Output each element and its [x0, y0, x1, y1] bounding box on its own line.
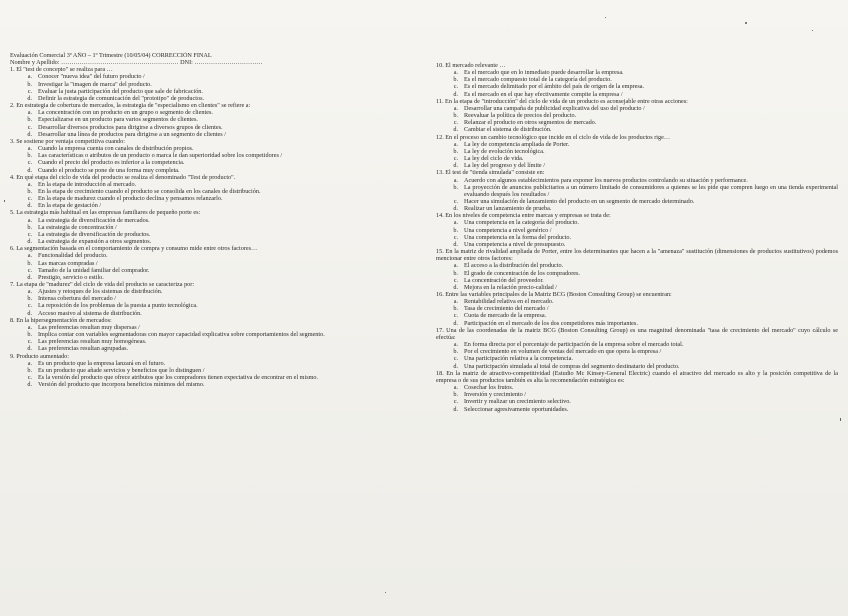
option-letter: c.: [453, 398, 458, 406]
question-block: [436, 62, 838, 98]
answer-option: [10, 288, 418, 295]
option-letter: c.: [27, 374, 32, 382]
answer-option: [436, 234, 838, 241]
option-text: Relanzar el producto en otros segmentos de mercado.: [464, 119, 597, 127]
answer-option: [10, 188, 418, 195]
answer-option: [436, 83, 838, 90]
student-name-line: Nombre y Apellido: ………………………………………………… DNI: ……………………………: [10, 59, 263, 67]
answer-option: [436, 348, 838, 355]
option-letter: b.: [453, 76, 458, 84]
option-letter: c.: [27, 266, 32, 274]
answer-options: [10, 252, 418, 281]
option-text: Una competencia en la categoría del producto.: [464, 219, 579, 227]
option-letter: b.: [453, 269, 458, 277]
option-letter: d.: [27, 202, 32, 210]
option-letter: d.: [27, 166, 32, 174]
option-text: Desarrollar diversos productos para dirigirse a diversos grupos de clientes.: [38, 123, 223, 131]
question-text: 6. La segmentación basada en el comportamiento de compra y consumo mide entre otros factores…: [10, 245, 258, 253]
scan-speck: [812, 30, 813, 31]
option-letter: a.: [27, 288, 32, 296]
question-text: 1. El "test de concepto" se realiza para …: [10, 66, 113, 74]
option-text: Evaluar la justa participación del producto que sale de fabricación.: [38, 87, 203, 95]
option-letter: a.: [453, 104, 458, 112]
answer-option: [10, 195, 418, 202]
answer-option: [436, 198, 838, 205]
question-block: [10, 174, 418, 210]
option-letter: d.: [27, 130, 32, 138]
option-text: La concentración con un producto en un grupo o segmento de clientes.: [38, 109, 213, 117]
question-text: 8. En la hipersegmentación de mercados:: [10, 316, 112, 324]
answer-option: [436, 148, 838, 155]
answer-options: [436, 141, 838, 170]
answer-option: [436, 320, 838, 327]
question-block: [436, 327, 838, 370]
answer-option: [436, 341, 838, 348]
option-text: Hacer una simulación de lanzamiento del producto en un segmento de mercado determinado.: [464, 197, 695, 205]
option-text: La reposición de los problemas de la puesta a punto tecnológica.: [38, 302, 198, 310]
option-text: Especializarse en un producto para varios segmentos de clientes.: [38, 116, 198, 124]
option-text: Ajustes y retoques de los sistemas de distribución.: [38, 288, 163, 296]
exam-title: Evaluación Comercial 3º AÑO – 1º Trimestre (10/05/04) CORRECCIÓN FINAL: [10, 52, 212, 59]
answer-option: [10, 124, 418, 131]
answer-option: [436, 219, 838, 226]
option-letter: c.: [27, 123, 32, 131]
answer-option: [10, 109, 418, 116]
answer-option: [436, 177, 838, 184]
question-text: 17. Una de las coordenadas de la matriz BCG (Boston Consulting Group) es una magnitud denominada "tasa de crecimiento del mercado" cuyo cálculo se efectúa:: [436, 326, 838, 341]
option-letter: a.: [27, 109, 32, 117]
question-block: [436, 169, 838, 212]
answer-option: [436, 105, 838, 112]
option-letter: a.: [27, 145, 32, 153]
answer-option: [10, 381, 418, 388]
question-block: [436, 291, 838, 327]
option-letter: d.: [453, 240, 458, 248]
question-text: 10. El mercado relevante …: [436, 62, 506, 69]
option-text: Es la versión del producto que ofrece atributos que los compradores tienen expectativa de encontrar en el mismo.: [38, 374, 319, 382]
option-letter: a.: [27, 180, 32, 188]
option-text: Implica contar con variables segmentadoras con mayor capacidad explicativa sobre comportamientos del segmento.: [38, 331, 325, 339]
option-text: Es el mercado que en lo inmediato puede desarrollar la empresa.: [464, 69, 624, 77]
answer-option: [436, 141, 838, 148]
answer-option: [10, 181, 418, 188]
option-letter: c.: [27, 87, 32, 95]
option-text: Cuando la empresa cuenta con canales de distribución propios.: [38, 145, 194, 153]
answer-option: [436, 305, 838, 312]
answer-option: [10, 324, 418, 331]
option-letter: c.: [27, 338, 32, 346]
answer-option: [10, 274, 418, 281]
option-text: Cuando el producto se pone de una forma muy completa.: [38, 166, 180, 174]
answer-option: [436, 241, 838, 248]
option-text: Seleccionar agresivamente oportunidades.: [464, 405, 569, 413]
answer-options: [10, 145, 418, 174]
option-text: Es el mercado delimitado por el ámbito del país de origen de la empresa.: [464, 83, 645, 91]
option-letter: b.: [453, 183, 458, 191]
option-text: En la etapa de introducción al mercado.: [38, 180, 137, 188]
option-text: Una competencia a nivel de presupuesto.: [464, 240, 566, 248]
option-text: Las marcas compradas /: [38, 259, 98, 267]
option-text: La ley del ciclo de vida.: [464, 155, 524, 163]
option-letter: b.: [27, 187, 32, 195]
answer-option: [10, 152, 418, 159]
answer-options: [436, 384, 838, 413]
option-letter: c.: [27, 159, 32, 167]
answer-options: [10, 217, 418, 246]
answer-option: [436, 298, 838, 305]
option-text: Definir la estrategia de comunicación del "prototipo" de productos.: [38, 94, 205, 102]
answer-option: [436, 284, 838, 291]
answer-options: [10, 181, 418, 210]
option-letter: d.: [27, 381, 32, 389]
option-letter: c.: [453, 83, 458, 91]
answer-option: [436, 355, 838, 362]
answer-options: [10, 288, 418, 317]
option-letter: a.: [453, 384, 458, 392]
answer-option: [436, 406, 838, 413]
answer-option: [436, 227, 838, 234]
question-text: 2. En estrategia de cobertura de mercados, la estrategia de "especialismo en clientes" se refiere a:: [10, 102, 251, 110]
answer-option: [436, 91, 838, 98]
option-text: Cuando el precio del producto es inferior a la competencia.: [38, 159, 185, 167]
option-letter: a.: [27, 216, 32, 224]
answer-options: [10, 360, 418, 389]
option-text: Cuota de mercado de la empresa.: [464, 312, 547, 320]
answer-option: [436, 312, 838, 319]
answer-option: [436, 384, 838, 391]
question-text: 18. En la matriz de atractivo-competitividad (Estudio Mc Kinsey-General Electric) cuando el atractivo del mercado es alto y la posición competitiva de la empresa o de sus productos también es alta la recomendación estratégica es:: [436, 369, 838, 384]
question-text: 7. La etapa de "madurez" del ciclo de vida del producto se caracteriza por:: [10, 281, 195, 288]
option-letter: a.: [453, 140, 458, 148]
answer-options: [436, 177, 838, 213]
answer-option: [10, 345, 418, 352]
answer-option: [10, 367, 418, 374]
option-letter: c.: [453, 155, 458, 163]
answer-option: [10, 331, 418, 338]
answer-option: [436, 184, 838, 198]
option-letter: b.: [27, 80, 32, 88]
option-text: La concentración del proveedor.: [464, 276, 544, 284]
option-text: Es un producto que la empresa lanzará en el futuro.: [38, 359, 166, 367]
option-letter: a.: [453, 341, 458, 349]
option-letter: c.: [27, 230, 32, 238]
option-text: El grado de concentración de los compradores.: [464, 269, 580, 277]
option-text: Tasa de crecimiento del mercado /: [464, 305, 549, 313]
option-text: Conocer "nueva idea" del futuro producto /: [38, 73, 145, 81]
option-letter: a.: [453, 219, 458, 227]
answer-option: [10, 88, 418, 95]
option-letter: b.: [27, 116, 32, 124]
answer-option: [436, 205, 838, 212]
answer-options: [436, 298, 838, 327]
option-letter: c.: [453, 119, 458, 127]
option-text: En forma directa por el porcentaje de participación de la empresa sobre el mercado total.: [464, 341, 684, 349]
option-text: Una competencia en la forma del producto.: [464, 233, 572, 241]
answer-option: [436, 363, 838, 370]
option-text: La estrategia de expansión a otros segmentos.: [38, 238, 152, 246]
option-letter: a.: [27, 323, 32, 331]
question-block: [436, 370, 838, 413]
answer-option: [10, 302, 418, 309]
answer-option: [436, 398, 838, 405]
option-text: La estrategia de diversificación de mercados.: [38, 216, 150, 224]
answer-option: [10, 131, 418, 138]
option-text: Las preferencias resultan muy dispersas /: [38, 323, 140, 331]
scan-speck: [385, 592, 386, 593]
question-text: 12. En el proceso un cambio tecnológico que incide en el ciclo de vida de los productos rige…: [436, 133, 671, 141]
option-text: Cosechar los frutos.: [464, 384, 514, 392]
option-letter: a.: [453, 298, 458, 306]
answer-option: [10, 202, 418, 209]
question-text: 15. En la matriz de rivalidad ampliada de Porter, entre los determinantes que hacen a la "amenaza" sustitución (dimensiones de productos sustitutivos) podemos mencionar entre otros factores:: [436, 248, 838, 263]
option-letter: d.: [453, 205, 458, 213]
option-text: Desarrollar una campaña de publicidad explicativa del uso del producto /: [464, 104, 645, 112]
option-letter: c.: [453, 355, 458, 363]
option-letter: a.: [27, 73, 32, 81]
scan-speck: [840, 418, 841, 421]
question-block: [10, 102, 418, 138]
left-column: [10, 52, 418, 388]
question-text: 11. En la etapa de "introducción" del ciclo de vida de un producto es aconsejable entre otras acciones:: [436, 97, 688, 105]
option-letter: d.: [27, 309, 32, 317]
option-text: Las preferencias resultan agrupadas.: [38, 345, 129, 353]
option-text: Tamaño de la unidad familiar del comprador.: [38, 266, 150, 274]
option-letter: b.: [453, 147, 458, 155]
option-letter: b.: [453, 305, 458, 313]
answer-option: [436, 76, 838, 83]
answer-option: [10, 295, 418, 302]
answer-options: [436, 219, 838, 248]
option-letter: b.: [453, 348, 458, 356]
option-letter: d.: [453, 362, 458, 370]
option-letter: c.: [453, 233, 458, 241]
question-text: 9. Producto aumentado:: [10, 352, 69, 360]
option-text: Prestigio, servicio o estilo.: [38, 273, 104, 281]
option-text: Una competencia a nivel genérico /: [464, 226, 552, 234]
question-block: [436, 134, 838, 170]
answer-option: [436, 162, 838, 169]
option-text: La ley del progreso y del límite /: [464, 162, 545, 170]
option-letter: b.: [27, 366, 32, 374]
option-letter: c.: [27, 302, 32, 310]
option-text: Desarrollar una línea de productos para dirigirse a un segmento de clientes /: [38, 130, 226, 138]
answer-options: [10, 109, 418, 138]
answer-options: [10, 324, 418, 353]
option-text: La ley de evolución tecnológica.: [464, 147, 545, 155]
option-letter: d.: [453, 405, 458, 413]
answer-option: [436, 277, 838, 284]
answer-options: [436, 341, 838, 370]
option-text: Funcionalidad del producto.: [38, 252, 108, 260]
question-text: 13. El test de "tienda simulada" consiste en:: [436, 169, 545, 177]
option-text: Es el mercado en el que hay efectivamente compite la empresa /: [464, 90, 623, 98]
option-text: Inversión y crecimiento /: [464, 391, 527, 399]
option-letter: a.: [27, 359, 32, 367]
question-block: [10, 66, 418, 102]
option-text: La ley de competencia ampliada de Porter.: [464, 140, 570, 148]
option-letter: d.: [27, 238, 32, 246]
answer-option: [10, 159, 418, 166]
option-text: Por el crecimiento en volumen de ventas del mercado en que opera la empresa /: [464, 348, 662, 356]
question-block: [10, 138, 418, 174]
option-text: Una participación relativa a la competencia.: [464, 355, 573, 363]
option-letter: b.: [27, 331, 32, 339]
option-letter: d.: [453, 90, 458, 98]
option-letter: d.: [27, 345, 32, 353]
option-text: Las preferencias resultan muy homogéneas.: [38, 338, 147, 346]
option-text: Reevaluar la política de precios del producto.: [464, 112, 577, 120]
option-text: La proyección de anuncios publicitarios a un número limitado de consumidores a quienes se les pide que compren luego en una tienda experimental evaluando después los resultados /: [464, 183, 838, 198]
answer-option: [10, 252, 418, 259]
option-letter: b.: [27, 223, 32, 231]
question-block: [10, 245, 418, 281]
option-text: Acuerdo con algunos establecimientos para exponer los nuevos productos controlando su situación y performance.: [464, 176, 748, 184]
question-block: [10, 281, 418, 317]
answer-option: [10, 224, 418, 231]
answer-option: [436, 391, 838, 398]
option-letter: c.: [27, 195, 32, 203]
option-text: En la etapa de gestación /: [38, 202, 102, 210]
answer-option: [10, 238, 418, 245]
answer-option: [10, 95, 418, 102]
question-block: [436, 98, 838, 134]
option-text: Versión del producto que incorpora beneficios mínimos del mismo.: [38, 381, 205, 389]
scan-speck: [4, 200, 5, 202]
question-block: [10, 353, 418, 389]
answer-option: [436, 155, 838, 162]
option-letter: b.: [27, 295, 32, 303]
answer-option: [10, 338, 418, 345]
option-text: Intensa cobertura del mercado /: [38, 295, 116, 303]
option-text: Las características o atributos de un producto o marca le dan superioridad sobre los competidores /: [38, 152, 283, 160]
answer-option: [10, 81, 418, 88]
option-letter: d.: [453, 319, 458, 327]
option-text: Mejora en la relación precio-calidad /: [464, 283, 557, 291]
option-letter: b.: [453, 391, 458, 399]
question-block: [436, 248, 838, 291]
option-text: En la etapa de madurez cuando el producto declina y pensamos relanzarlo.: [38, 195, 223, 203]
right-column: [436, 62, 838, 413]
option-text: Acceso masivo al sistema de distribución.: [38, 309, 142, 317]
option-letter: d.: [27, 273, 32, 281]
option-letter: a.: [453, 176, 458, 184]
option-text: En la etapa de crecimiento cuando el producto se consolida en los canales de distribución.: [38, 187, 261, 195]
answer-option: [10, 217, 418, 224]
answer-option: [10, 260, 418, 267]
option-text: Realizar un lanzamiento de prueba.: [464, 205, 552, 213]
question-block: [10, 317, 418, 353]
question-text: 5. La estrategia más habitual en las empresas familiares de pequeño porte es:: [10, 209, 201, 217]
option-text: Invertir y realizar un crecimiento selectivo.: [464, 398, 571, 406]
option-letter: b.: [453, 226, 458, 234]
question-text: 4. En qué etapa del ciclo de vida del producto se realiza el denominado "Test de producto".: [10, 173, 236, 181]
answer-option: [10, 360, 418, 367]
answer-option: [10, 310, 418, 317]
answer-options: [436, 262, 838, 291]
question-block: [10, 209, 418, 245]
answer-option: [10, 267, 418, 274]
option-text: Participación en el mercado de los dos competidores más importantes.: [464, 319, 638, 327]
question-text: 14. En los niveles de competencia entre marcas y empresas se trata de:: [436, 212, 611, 220]
answer-option: [436, 69, 838, 76]
option-letter: c.: [453, 312, 458, 320]
option-letter: b.: [27, 259, 32, 267]
option-text: Rentabilidad relativa en el mercado.: [464, 298, 554, 306]
option-text: El acceso a la distribución del producto.: [464, 262, 564, 270]
answer-option: [10, 116, 418, 123]
answer-option: [436, 262, 838, 269]
answer-options: [10, 73, 418, 102]
option-letter: b.: [27, 152, 32, 160]
answer-option: [436, 270, 838, 277]
answer-option: [436, 119, 838, 126]
option-letter: c.: [453, 276, 458, 284]
option-text: Investigar la "imagen de marca" del producto.: [38, 80, 152, 88]
option-letter: d.: [453, 283, 458, 291]
option-letter: a.: [453, 262, 458, 270]
option-letter: c.: [453, 197, 458, 205]
question-block: [436, 212, 838, 248]
option-text: Es el mercado compuesto total de la categoría del producto.: [464, 76, 612, 84]
option-text: Una participación simulada al total de compras del segmento destinatario del producto.: [464, 362, 680, 370]
option-letter: d.: [453, 126, 458, 134]
answer-option: [10, 231, 418, 238]
answer-option: [10, 145, 418, 152]
option-text: Es un producto que añade servicios y beneficios que lo distinguen /: [38, 366, 205, 374]
answer-option: [10, 167, 418, 174]
option-text: Cambiar el sistema de distribución.: [464, 126, 552, 134]
question-text: 16. Entre las variables principales de la Matriz BCG (Boston Consulting Group) se encuentran:: [436, 291, 672, 298]
option-letter: d.: [27, 94, 32, 102]
answer-option: [436, 126, 838, 133]
option-text: La estrategia de concentración /: [38, 223, 117, 231]
answer-options: [436, 69, 838, 98]
option-letter: a.: [27, 252, 32, 260]
answer-option: [10, 73, 418, 80]
scan-speck: [605, 17, 606, 18]
answer-option: [436, 112, 838, 119]
option-letter: d.: [453, 162, 458, 170]
answer-options: [436, 105, 838, 134]
question-text: 3. Se sostiene por ventaja competitiva cuando:: [10, 137, 125, 145]
scan-speck: [745, 22, 747, 24]
option-letter: b.: [453, 112, 458, 120]
option-letter: a.: [453, 69, 458, 77]
option-text: La estrategia de diversificación de productos.: [38, 230, 151, 238]
answer-option: [10, 374, 418, 381]
